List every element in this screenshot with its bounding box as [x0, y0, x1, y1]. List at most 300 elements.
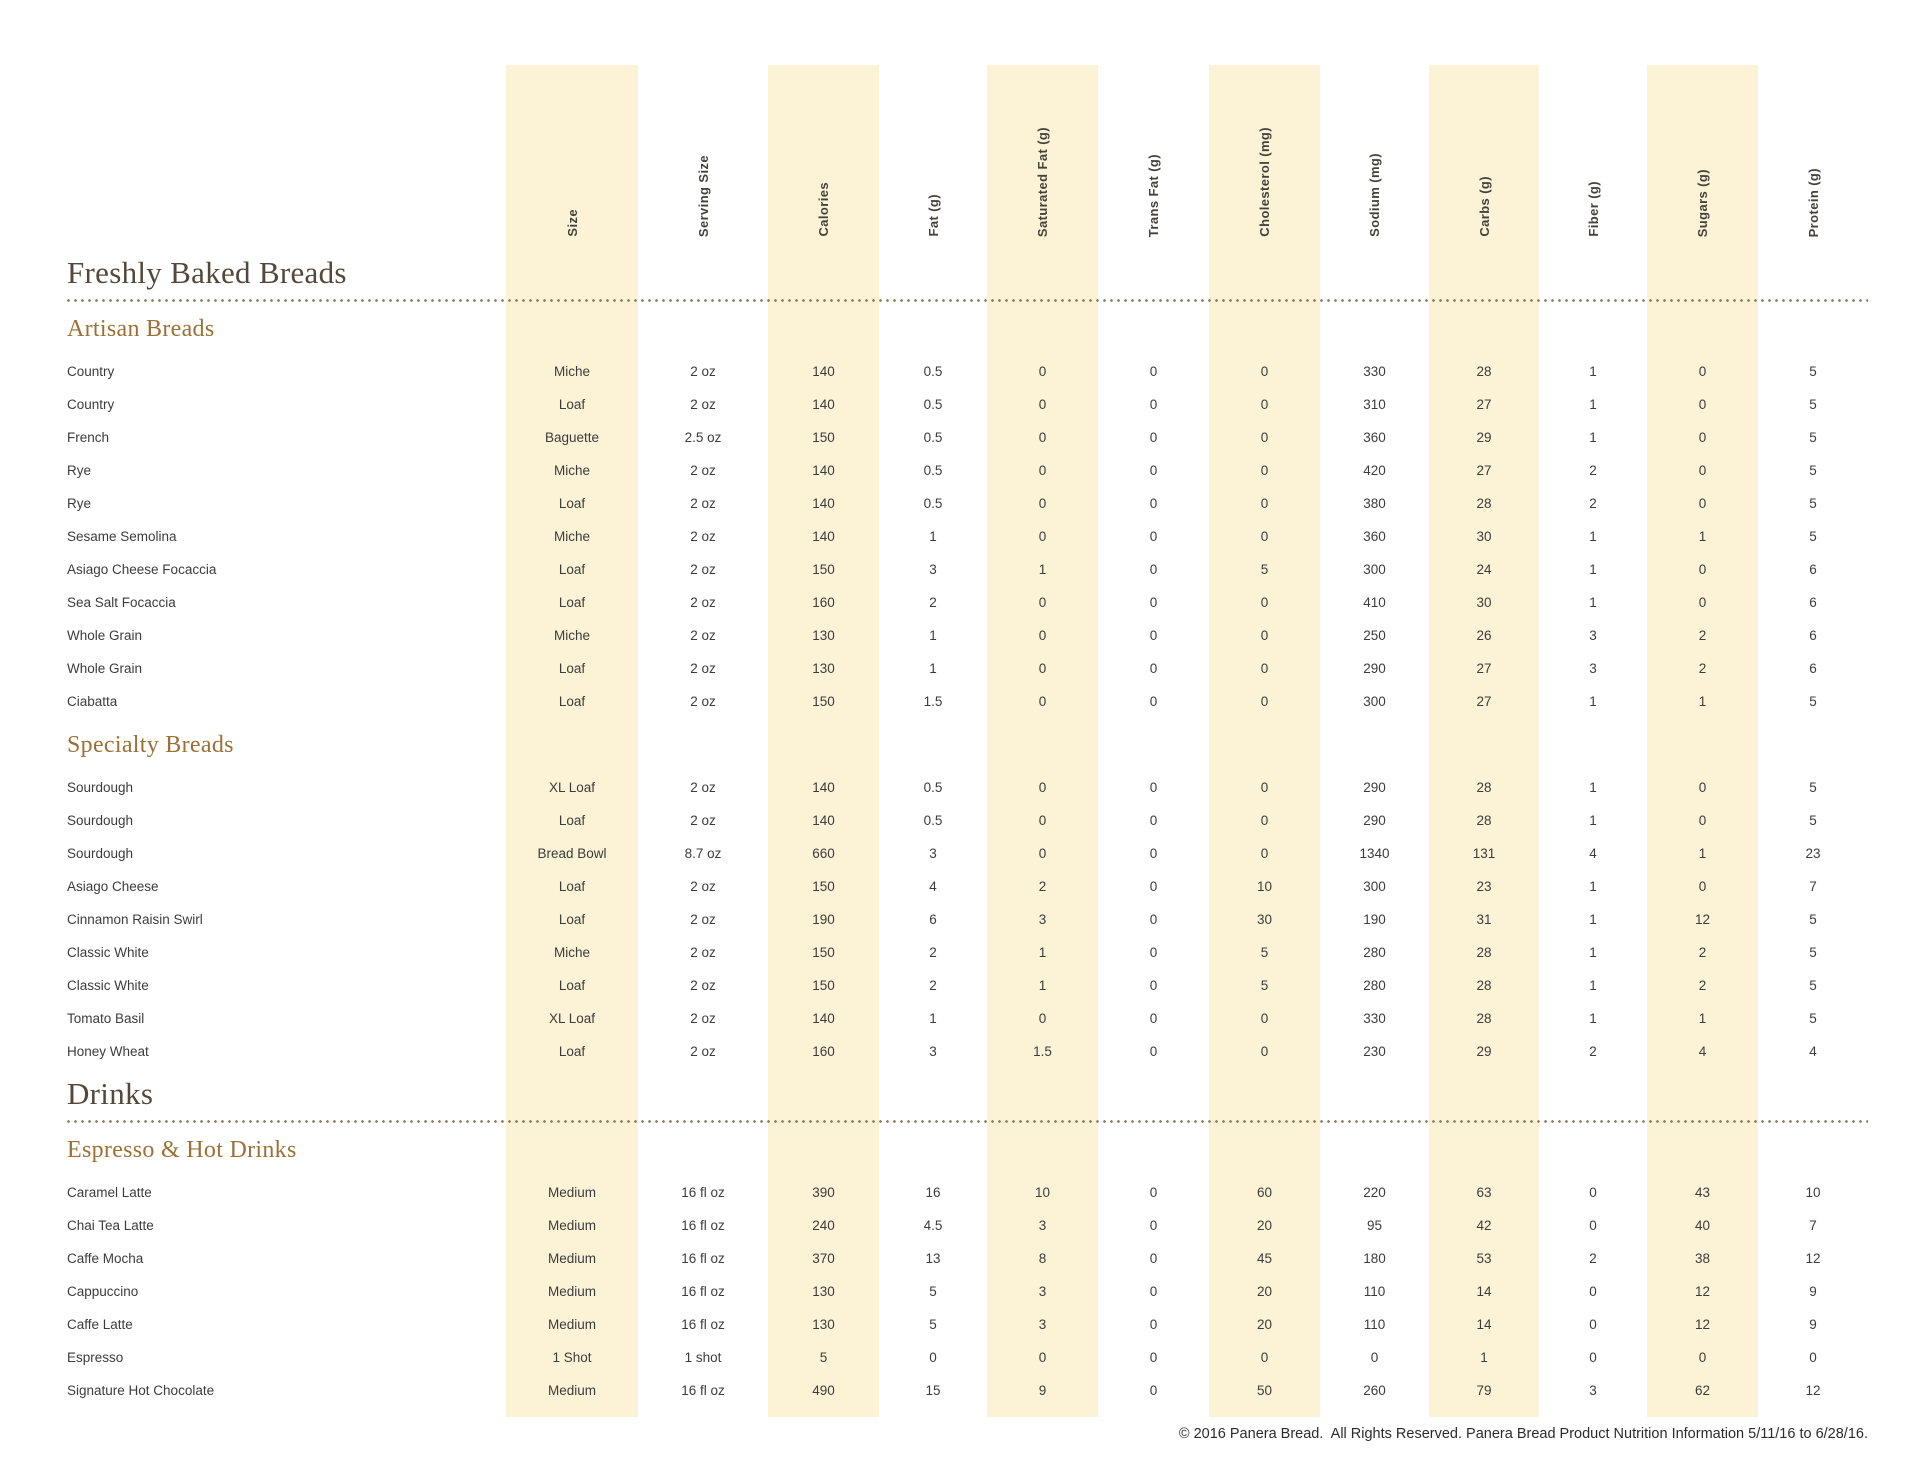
item-value: 0: [1038, 396, 1047, 412]
item-value: Loaf: [558, 1043, 586, 1059]
item-value: 2 oz: [690, 495, 716, 511]
item-value: 3: [1038, 1316, 1047, 1332]
item-value: 27: [1476, 396, 1492, 412]
item-name: Sourdough: [67, 845, 134, 861]
group-title: Specialty Breads: [67, 732, 234, 758]
section-divider: [67, 299, 1868, 302]
item-value: 150: [812, 944, 835, 960]
item-value: 28: [1476, 1010, 1492, 1026]
item-value: 1: [1038, 561, 1047, 577]
item-value: 2 oz: [690, 528, 716, 544]
item-value: 2 oz: [690, 627, 716, 643]
item-value: 1: [1589, 812, 1597, 828]
item-value: 5: [929, 1316, 937, 1332]
item-value: 160: [812, 1043, 835, 1059]
column-header-label: Sugars (g): [1695, 168, 1710, 237]
item-name: Asiago Cheese: [67, 878, 159, 894]
item-value: 150: [812, 429, 835, 445]
item-value: 300: [1363, 693, 1386, 709]
item-value: 8.7 oz: [684, 845, 722, 861]
column-header-label: Carbs (g): [1476, 176, 1492, 237]
item-value: 31: [1476, 911, 1492, 927]
table-row: [67, 1242, 1868, 1275]
item-value: 0: [1038, 528, 1047, 544]
item-value: 0: [1038, 845, 1047, 861]
item-value: 2 oz: [690, 944, 716, 960]
item-value: 150: [812, 693, 835, 709]
item-value: Medium: [547, 1184, 596, 1200]
item-value: 2 oz: [690, 660, 716, 676]
item-value: Miche: [553, 528, 590, 544]
item-name: Chai Tea Latte: [67, 1217, 154, 1233]
item-value: 140: [812, 528, 835, 544]
item-value: 1: [1698, 693, 1707, 709]
group-title: Artisan Breads: [67, 316, 215, 342]
table-row: [67, 553, 1868, 586]
item-value: 12: [1694, 911, 1711, 927]
item-value: 2: [1698, 944, 1707, 960]
item-value: 150: [812, 878, 835, 894]
item-value: 0: [1698, 462, 1707, 478]
item-value: 0: [1260, 594, 1269, 610]
item-value: 1 shot: [684, 1349, 722, 1365]
item-value: 1: [1038, 944, 1047, 960]
item-value: 2 oz: [690, 561, 716, 577]
item-value: 250: [1363, 627, 1386, 643]
item-value: 290: [1363, 812, 1386, 828]
item-value: 140: [812, 495, 835, 511]
item-value: 50: [1256, 1382, 1273, 1398]
item-value: 5: [1809, 363, 1817, 379]
item-value: 0: [1038, 693, 1047, 709]
item-value: 490: [812, 1382, 835, 1398]
item-value: 6: [1809, 561, 1817, 577]
item-value: 7: [1809, 1217, 1817, 1233]
item-value: 0: [1149, 878, 1158, 894]
item-value: 0.5: [923, 462, 943, 478]
item-value: 0: [1589, 1184, 1597, 1200]
item-name: Cappuccino: [67, 1283, 139, 1299]
item-value: 12: [1694, 1283, 1711, 1299]
item-value: 0: [1038, 594, 1047, 610]
item-value: 390: [812, 1184, 835, 1200]
item-value: 0: [1149, 561, 1158, 577]
table-row: [67, 421, 1868, 454]
item-value: 1: [1589, 396, 1597, 412]
item-value: 0: [1698, 396, 1707, 412]
item-value: 190: [1363, 911, 1386, 927]
item-value: 4: [929, 878, 937, 894]
item-value: 5: [1809, 429, 1817, 445]
item-value: 13: [925, 1250, 941, 1266]
table-row: [67, 804, 1868, 837]
item-name: Sea Salt Focaccia: [67, 594, 176, 610]
item-value: Loaf: [558, 495, 586, 511]
item-value: 1: [1589, 363, 1597, 379]
item-value: 0: [1149, 1010, 1158, 1026]
item-value: 4.5: [923, 1217, 943, 1233]
item-value: 130: [812, 1283, 835, 1299]
item-value: 240: [812, 1217, 835, 1233]
item-name: Country: [67, 396, 115, 412]
item-value: 0: [1260, 429, 1269, 445]
item-value: 1.5: [923, 693, 943, 709]
column-header-serving-size: [638, 65, 768, 247]
item-value: 0: [1038, 627, 1047, 643]
item-value: 280: [1363, 977, 1386, 993]
item-value: 29: [1476, 1043, 1492, 1059]
item-name: Espresso: [67, 1349, 124, 1365]
item-value: 1 Shot: [552, 1349, 592, 1365]
item-value: Miche: [553, 627, 590, 643]
column-header-calories: [768, 65, 879, 247]
item-name: Classic White: [67, 944, 149, 960]
item-value: 2: [1038, 878, 1047, 894]
item-value: 1: [1589, 693, 1597, 709]
item-value: 0: [1698, 495, 1707, 511]
item-value: 1: [1038, 977, 1047, 993]
item-value: 5: [1809, 462, 1817, 478]
item-name: Whole Grain: [67, 660, 143, 676]
table-row: [67, 870, 1868, 903]
table-row: [67, 936, 1868, 969]
item-value: 30: [1476, 594, 1492, 610]
item-value: 15: [925, 1382, 941, 1398]
item-value: 1: [1589, 561, 1597, 577]
item-value: 1: [929, 627, 937, 643]
item-value: 0: [1809, 1349, 1817, 1365]
item-value: 10: [1805, 1184, 1821, 1200]
item-value: 0: [1260, 812, 1269, 828]
item-value: 6: [1809, 660, 1817, 676]
item-value: Medium: [547, 1250, 596, 1266]
item-name: Caramel Latte: [67, 1184, 152, 1200]
item-value: 0: [1149, 812, 1158, 828]
item-value: 0: [1698, 779, 1707, 795]
item-value: 4: [1698, 1043, 1707, 1059]
column-header-label: Sodium (mg): [1367, 153, 1382, 237]
item-value: 16 fl oz: [681, 1184, 725, 1200]
item-name: Honey Wheat: [67, 1043, 149, 1059]
item-value: 5: [1260, 944, 1269, 960]
item-value: 28: [1476, 977, 1492, 993]
item-value: 0: [1038, 429, 1047, 445]
item-value: 300: [1363, 561, 1386, 577]
item-name: Rye: [67, 495, 92, 511]
item-value: Medium: [547, 1217, 596, 1233]
item-value: 10: [1256, 878, 1273, 894]
item-value: 2 oz: [690, 812, 716, 828]
item-value: 0: [1149, 1250, 1158, 1266]
item-value: 330: [1363, 363, 1386, 379]
table-row: [67, 652, 1868, 685]
item-value: 140: [812, 812, 835, 828]
item-value: 0: [1149, 911, 1158, 927]
item-value: 0: [1698, 878, 1707, 894]
item-value: 310: [1363, 396, 1386, 412]
item-value: 0.5: [923, 812, 943, 828]
item-name: Signature Hot Chocolate: [67, 1382, 215, 1398]
item-value: 2 oz: [690, 594, 716, 610]
item-value: 0: [1260, 396, 1269, 412]
item-value: 5: [1809, 1010, 1817, 1026]
item-value: 3: [929, 1043, 937, 1059]
item-value: 9: [1809, 1283, 1817, 1299]
item-value: 150: [812, 977, 835, 993]
item-value: 0: [1698, 429, 1707, 445]
item-value: 0: [1589, 1316, 1597, 1332]
item-value: 0: [1038, 363, 1047, 379]
item-value: 140: [812, 363, 835, 379]
item-value: 95: [1366, 1217, 1383, 1233]
item-value: 1: [1589, 977, 1597, 993]
item-value: 20: [1256, 1316, 1273, 1332]
item-value: 0: [1038, 812, 1047, 828]
item-value: 0: [1260, 363, 1269, 379]
item-value: 1: [929, 660, 937, 676]
item-value: 0: [1260, 1010, 1269, 1026]
item-value: 0: [1038, 495, 1047, 511]
table-row: [67, 1374, 1868, 1407]
item-value: 0: [1260, 660, 1269, 676]
item-value: 2 oz: [690, 911, 716, 927]
item-name: Asiago Cheese Focaccia: [67, 561, 217, 577]
column-header-protein-g: [1758, 65, 1868, 247]
item-value: 360: [1363, 429, 1386, 445]
item-value: 131: [1472, 845, 1496, 861]
item-value: 1: [1698, 1010, 1707, 1026]
item-value: 0: [1149, 1184, 1158, 1200]
item-value: 0: [1038, 1349, 1047, 1365]
item-name: Sourdough: [67, 779, 134, 795]
table-row: [67, 1002, 1868, 1035]
item-value: 150: [812, 561, 835, 577]
item-value: 2: [1698, 660, 1707, 676]
item-value: 28: [1476, 944, 1492, 960]
item-value: 12: [1694, 1316, 1711, 1332]
item-name: French: [67, 429, 110, 445]
item-value: Loaf: [558, 693, 586, 709]
item-value: 0: [1589, 1349, 1597, 1365]
item-value: 2 oz: [690, 878, 716, 894]
item-value: XL Loaf: [548, 1010, 596, 1026]
item-value: Medium: [547, 1382, 596, 1398]
item-name: Tomato Basil: [67, 1010, 145, 1026]
item-value: 410: [1363, 594, 1386, 610]
item-value: 0: [1149, 1043, 1158, 1059]
item-value: 3: [1589, 1382, 1597, 1398]
item-value: 16 fl oz: [681, 1316, 725, 1332]
item-value: 180: [1363, 1250, 1386, 1266]
item-value: 1: [1698, 845, 1707, 861]
item-value: 1.5: [1033, 1043, 1052, 1059]
item-value: Bread Bowl: [537, 845, 607, 861]
item-value: 2 oz: [690, 779, 716, 795]
item-value: 2: [1698, 977, 1707, 993]
item-value: 0.5: [923, 495, 943, 511]
item-value: 290: [1363, 779, 1386, 795]
table-row: [67, 1176, 1868, 1209]
item-value: 190: [812, 911, 835, 927]
item-value: 2: [1589, 495, 1597, 511]
item-value: 3: [1589, 660, 1597, 676]
item-value: 30: [1256, 911, 1273, 927]
item-value: 12: [1805, 1382, 1821, 1398]
table-row: [67, 1035, 1868, 1068]
item-value: 140: [812, 779, 835, 795]
item-value: 4: [1809, 1043, 1817, 1059]
item-value: 0: [1149, 1382, 1158, 1398]
item-value: 0: [929, 1349, 937, 1365]
item-value: 5: [1809, 944, 1817, 960]
item-value: 7: [1809, 878, 1817, 894]
item-value: 330: [1363, 1010, 1386, 1026]
item-value: 0: [1149, 1349, 1158, 1365]
item-value: 360: [1363, 528, 1386, 544]
table-row: [67, 454, 1868, 487]
item-value: 14: [1476, 1316, 1492, 1332]
item-name: Cinnamon Raisin Swirl: [67, 911, 203, 927]
item-value: 28: [1476, 812, 1492, 828]
item-value: 140: [812, 396, 835, 412]
section-title: Freshly Baked Breads: [67, 255, 347, 290]
item-value: 0: [1149, 627, 1158, 643]
column-header-label: Size: [564, 209, 580, 237]
item-value: 5: [1809, 396, 1817, 412]
item-value: 6: [1809, 594, 1817, 610]
item-value: 2 oz: [690, 396, 716, 412]
item-value: 63: [1476, 1184, 1492, 1200]
item-value: 0: [1038, 1010, 1047, 1026]
item-value: 2 oz: [690, 363, 716, 379]
item-value: 38: [1694, 1250, 1711, 1266]
item-value: 0: [1149, 396, 1158, 412]
item-value: Medium: [547, 1316, 596, 1332]
item-value: 110: [1363, 1283, 1386, 1299]
item-value: 0: [1149, 1283, 1158, 1299]
item-value: 0: [1149, 660, 1158, 676]
item-value: 5: [819, 1349, 828, 1365]
copyright-footer: © 2016 Panera Bread. All Rights Reserved. Panera Bread Product Nutrition Information 5/11/16 to 6/28/16.: [1178, 1426, 1868, 1442]
item-value: Baguette: [544, 429, 600, 445]
item-value: Loaf: [558, 911, 586, 927]
item-value: 9: [1038, 1382, 1047, 1398]
item-value: 0: [1149, 429, 1158, 445]
column-header-saturated-fat-g: [987, 65, 1098, 247]
item-value: 23: [1476, 878, 1492, 894]
item-value: 5: [1809, 693, 1817, 709]
item-value: 1: [1589, 944, 1597, 960]
table-row: [67, 969, 1868, 1002]
item-value: Loaf: [558, 660, 586, 676]
item-value: 3: [1038, 1217, 1047, 1233]
item-value: Miche: [553, 944, 590, 960]
item-value: 28: [1476, 779, 1492, 795]
item-value: 40: [1694, 1217, 1711, 1233]
item-value: 0: [1260, 845, 1269, 861]
group-title: Espresso & Hot Drinks: [67, 1137, 297, 1163]
item-value: 130: [812, 1316, 835, 1332]
item-value: 5: [1809, 812, 1817, 828]
column-header-size: [506, 65, 638, 247]
column-header-sugars-g: [1647, 65, 1758, 247]
item-value: Medium: [547, 1283, 596, 1299]
item-value: 0: [1260, 1043, 1269, 1059]
item-name: Ciabatta: [67, 693, 118, 709]
item-value: 0.5: [923, 429, 943, 445]
item-value: 110: [1363, 1316, 1386, 1332]
item-value: 2: [929, 594, 937, 610]
item-value: 0: [1038, 462, 1047, 478]
item-value: 28: [1476, 495, 1492, 511]
column-header-cholesterol-mg: [1209, 65, 1320, 247]
item-name: Sourdough: [67, 812, 134, 828]
column-header-fat-g: [879, 65, 987, 247]
table-row: [67, 388, 1868, 421]
item-value: 0: [1698, 561, 1707, 577]
item-value: Miche: [553, 363, 590, 379]
item-value: Miche: [553, 462, 590, 478]
column-header-fiber-g: [1539, 65, 1647, 247]
item-value: 0: [1149, 779, 1158, 795]
table-row: [67, 903, 1868, 936]
item-value: 0: [1149, 528, 1158, 544]
item-value: 16 fl oz: [681, 1217, 725, 1233]
column-header-label: Protein (g): [1805, 167, 1821, 237]
item-value: 220: [1363, 1184, 1386, 1200]
table-sections: [67, 255, 1868, 1407]
item-value: 260: [1363, 1382, 1386, 1398]
item-value: 280: [1363, 944, 1386, 960]
item-value: 0: [1149, 1316, 1158, 1332]
item-value: 0: [1260, 528, 1269, 544]
item-value: 0: [1149, 594, 1158, 610]
item-value: 24: [1476, 561, 1492, 577]
item-value: Loaf: [558, 878, 586, 894]
item-value: 1340: [1359, 845, 1390, 861]
item-value: Loaf: [558, 812, 586, 828]
item-value: 16 fl oz: [681, 1382, 725, 1398]
item-value: 0: [1149, 1217, 1158, 1233]
item-value: 30: [1476, 528, 1492, 544]
item-value: 140: [812, 462, 835, 478]
item-value: 0: [1260, 462, 1269, 478]
item-name: Caffe Latte: [67, 1316, 133, 1332]
item-value: 380: [1363, 495, 1386, 511]
item-value: 5: [1809, 911, 1817, 927]
item-value: 2 oz: [690, 693, 716, 709]
header-spacer: [67, 65, 506, 247]
item-value: 20: [1256, 1283, 1273, 1299]
column-header-label: Fat (g): [925, 194, 941, 237]
item-value: 2 oz: [690, 977, 716, 993]
item-value: 0: [1260, 627, 1269, 643]
item-value: 62: [1694, 1382, 1711, 1398]
item-value: 0: [1149, 363, 1158, 379]
item-value: 16 fl oz: [681, 1250, 725, 1266]
item-value: 1: [1589, 911, 1597, 927]
item-value: 2: [1589, 462, 1597, 478]
item-value: 1: [1589, 594, 1597, 610]
item-value: 0: [1149, 845, 1158, 861]
item-value: 660: [812, 845, 835, 861]
item-value: 0.5: [923, 396, 943, 412]
item-value: 5: [1809, 495, 1817, 511]
table-row: [67, 771, 1868, 804]
column-header-label: Fiber (g): [1585, 181, 1601, 237]
item-value: 370: [812, 1250, 835, 1266]
column-header-row: [67, 65, 1868, 247]
